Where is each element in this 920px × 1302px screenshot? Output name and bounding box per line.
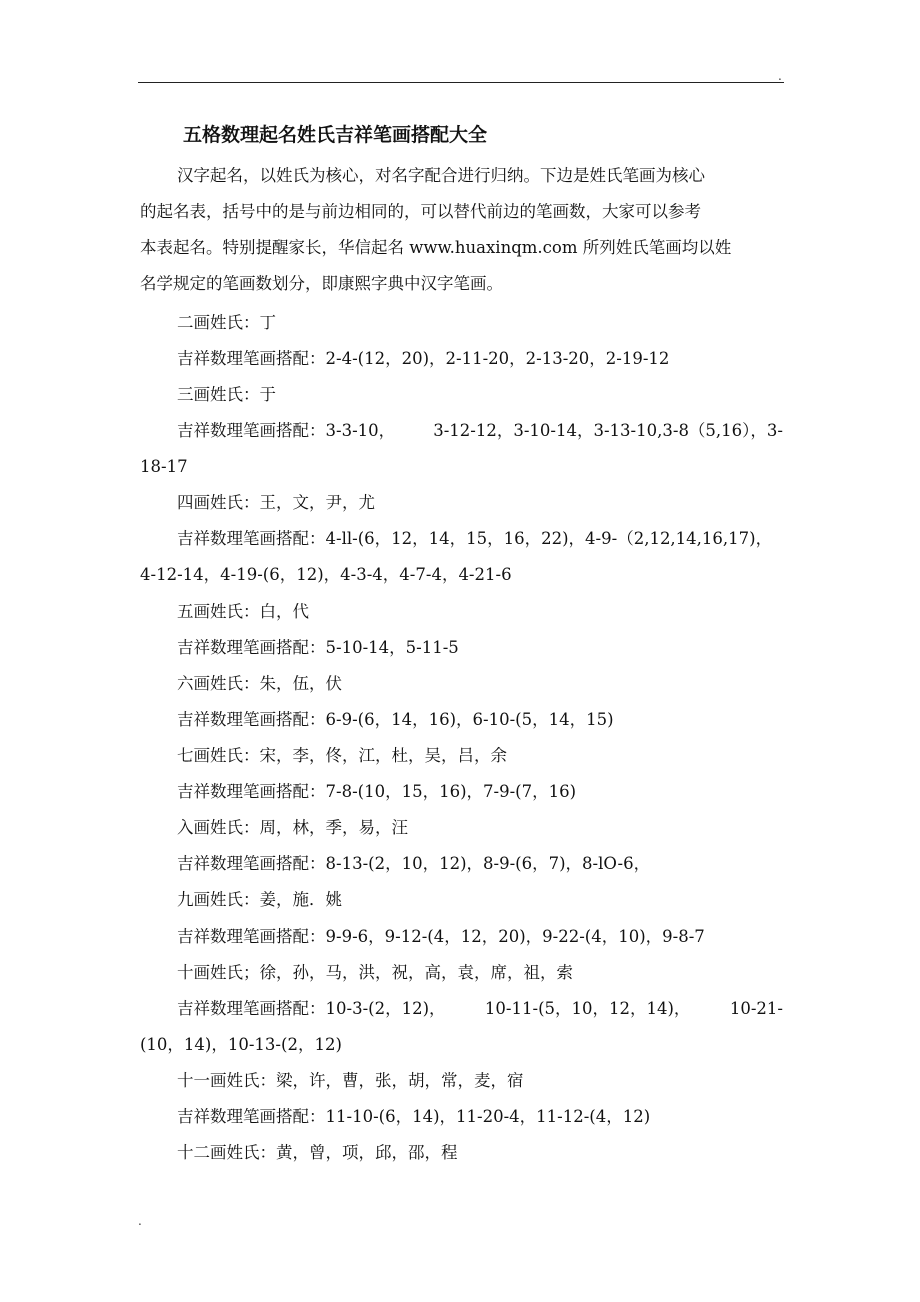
stroke-combo-8: 吉祥数理笔画搭配：8-13-(2，10，12)，8-9-(6，7)，8-lO-6，	[177, 854, 651, 873]
surname-group-4-strokes: 四画姓氏：王，文，尹，尤	[177, 493, 375, 512]
surname-group-9-strokes: 九画姓氏：姜，施．姚	[177, 890, 342, 909]
header-corner-mark: .	[778, 69, 782, 83]
stroke-combo-11: 吉祥数理笔画搭配：11-10-(6，14)，11-20-4，11-12-(4，12)	[177, 1107, 651, 1126]
intro-line-2: 的起名表，括号中的是与前边相同的，可以替代前边的笔画数，大家可以参考	[140, 202, 701, 221]
document-title: 五格数理起名姓氏吉祥笔画搭配大全	[183, 124, 488, 146]
intro-line-1: 汉字起名，以姓氏为核心，对名字配合进行归纳。下边是姓氏笔画为核心	[177, 166, 705, 185]
stroke-combo-2: 吉祥数理笔画搭配：2-4-(12，20)，2-11-20，2-13-20，2-19-12	[177, 349, 670, 368]
surname-group-5-strokes: 五画姓氏：白，代	[177, 602, 309, 621]
stroke-combo-4-part-1: 吉祥数理笔画搭配：4-ll-(6，12，14，15，16，22)，4-9-（2,12,14,16,17)，	[177, 529, 773, 548]
stroke-combo-10-part-1: 吉祥数理笔画搭配：10-3-(2，12)，	[177, 999, 446, 1018]
stroke-combo-6: 吉祥数理笔画搭配：6-9-(6，14，16)，6-10-(5，14，15)	[177, 710, 614, 729]
header-rule	[138, 82, 784, 83]
stroke-combo-4	[177, 527, 783, 551]
stroke-combo-3-continuation: 18-17	[140, 457, 188, 476]
stroke-combo-9: 吉祥数理笔画搭配：9-9-6，9-12-(4，12，20)，9-22-(4，10)，9-8-7	[177, 927, 705, 946]
surname-group-2-strokes: 二画姓氏：丁	[177, 313, 276, 332]
stroke-combo-5: 吉祥数理笔画搭配：5-10-14，5-11-5	[177, 638, 459, 657]
stroke-combo-3-part-1: 吉祥数理笔画搭配：3-3-10，	[177, 421, 396, 440]
stroke-combo-3	[177, 419, 783, 443]
surname-group-3-strokes: 三画姓氏：于	[177, 385, 276, 404]
stroke-combo-10-part-2: 10-11-(5，10，12，14)，	[484, 999, 691, 1018]
intro-line-4: 名学规定的笔画数划分，即康熙字典中汉字笔画。	[140, 274, 503, 293]
surname-group-7-strokes: 七画姓氏：宋，李，佟，江，杜，吴，吕，余	[177, 746, 507, 765]
surname-group-10-strokes: 十画姓氏；徐，孙，马，洪，祝，高，袁，席，祖，索	[177, 963, 573, 982]
surname-group-12-strokes: 十二画姓氏：黄，曾，项，邱，邵，程	[177, 1143, 458, 1162]
stroke-combo-4-continuation: 4-12-14，4-19-(6，12)，4-3-4，4-7-4，4-21-6	[140, 565, 512, 584]
stroke-combo-7: 吉祥数理笔画搭配：7-8-(10，15，16)，7-9-(7，16)	[177, 782, 577, 801]
surname-group-11-strokes: 十一画姓氏：梁，许，曹，张，胡，常，麦，宿	[177, 1071, 524, 1090]
footer-corner-mark: .	[138, 1214, 142, 1228]
intro-line-3: 本表起名。特别提醒家长，华信起名 www.huaxinqm.com 所列姓氏笔画均以姓	[140, 238, 732, 257]
surname-group-8-strokes: 入画姓氏：周，林，季，易，汪	[177, 818, 408, 837]
stroke-combo-10	[177, 997, 783, 1021]
stroke-combo-3-part-2: 3-12-12，3-10-14，3-13-10,3-8（5,16），3-	[433, 421, 783, 440]
stroke-combo-10-continuation: (10，14)，10-13-(2，12)	[140, 1035, 342, 1054]
stroke-combo-10-part-3: 10-21-	[729, 999, 783, 1018]
surname-group-6-strokes: 六画姓氏：朱，伍，伏	[177, 674, 342, 693]
